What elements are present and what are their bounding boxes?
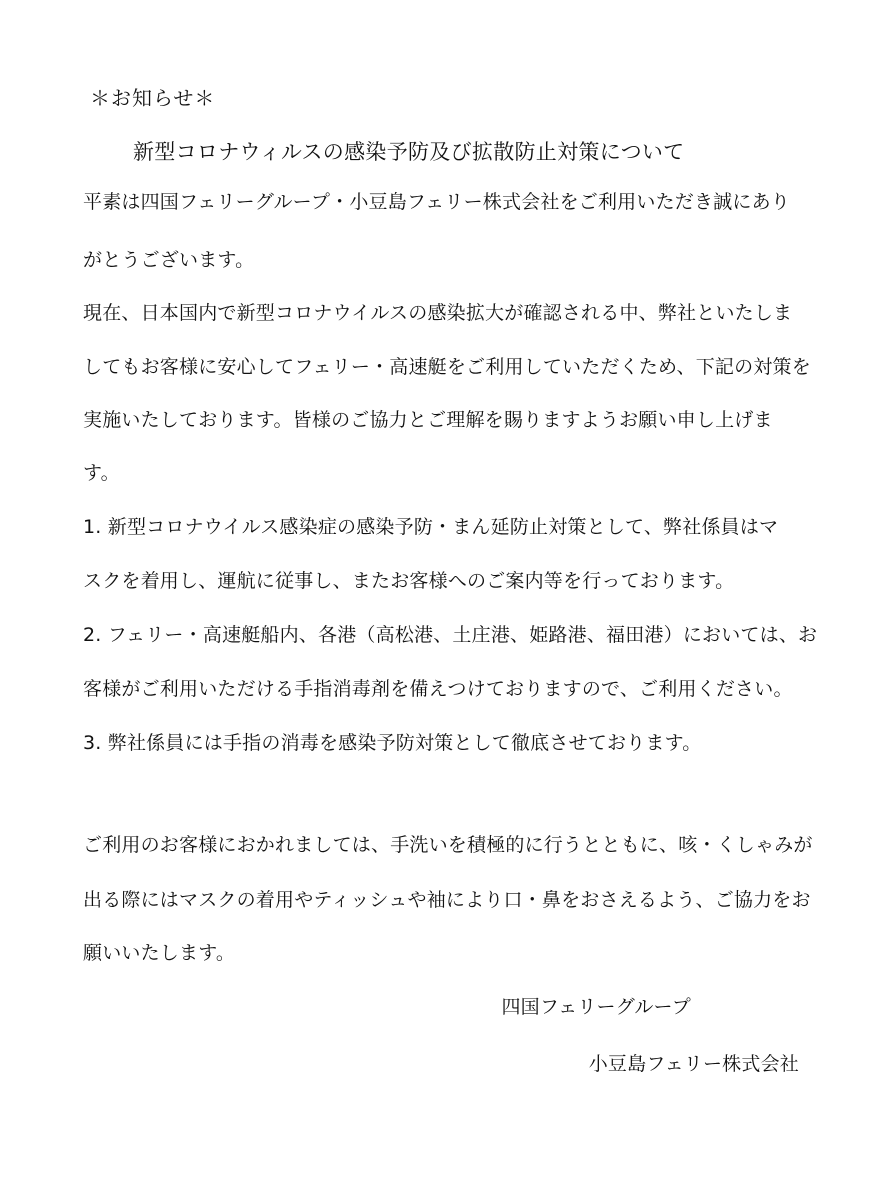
request-line: 願いいたします。: [83, 942, 236, 964]
intro-line: す。: [83, 462, 120, 484]
signature-group: 四国フェリーグループ: [501, 996, 691, 1018]
measure-1-line: スクを着用し、運航に従事し、またお客様へのご案内等を行っております。: [83, 570, 735, 592]
measure-2-line: 2. フェリー・高速艇船内、各港（高松港、土庄港、姫路港、福田港）においては、お: [83, 624, 818, 646]
measure-3-line: 3. 弊社係員には手指の消毒を感染予防対策として徹底させております。: [83, 732, 702, 754]
request-line: ご利用のお客様におかれましては、手洗いを積極的に行うとともに、咳・くしゃみが: [83, 834, 813, 856]
request-line: 出る際にはマスクの着用やティッシュや袖により口・鼻をおさえるよう、ご協力をお: [83, 889, 811, 911]
signature-company: 小豆島フェリー株式会社: [588, 1053, 799, 1075]
intro-line: 現在、日本国内で新型コロナウイルスの感染拡大が確認される中、弊社といたしま: [83, 302, 793, 324]
document-title: 新型コロナウィルスの感染予防及び拡散防止対策について: [133, 140, 685, 164]
notice-heading: ＊お知らせ＊: [90, 86, 216, 110]
intro-line: 実施いたしております。皆様のご協力とご理解を賜りますようお願い申し上げま: [83, 409, 773, 431]
measure-1-line: 1. 新型コロナウイルス感染症の感染予防・まん延防止対策として、弊社係員はマ: [83, 516, 779, 538]
intro-line: してもお客様に安心してフェリー・高速艇をご利用していただくため、下記の対策を: [83, 356, 811, 378]
measure-2-line: 客様がご利用いただける手指消毒剤を備えつけておりますので、ご利用ください。: [83, 678, 793, 700]
greeting-line: 平素は四国フェリーグループ・小豆島フェリー株式会社をご利用いただき誠にあり: [83, 191, 790, 213]
greeting-line: がとうございます。: [83, 249, 255, 271]
